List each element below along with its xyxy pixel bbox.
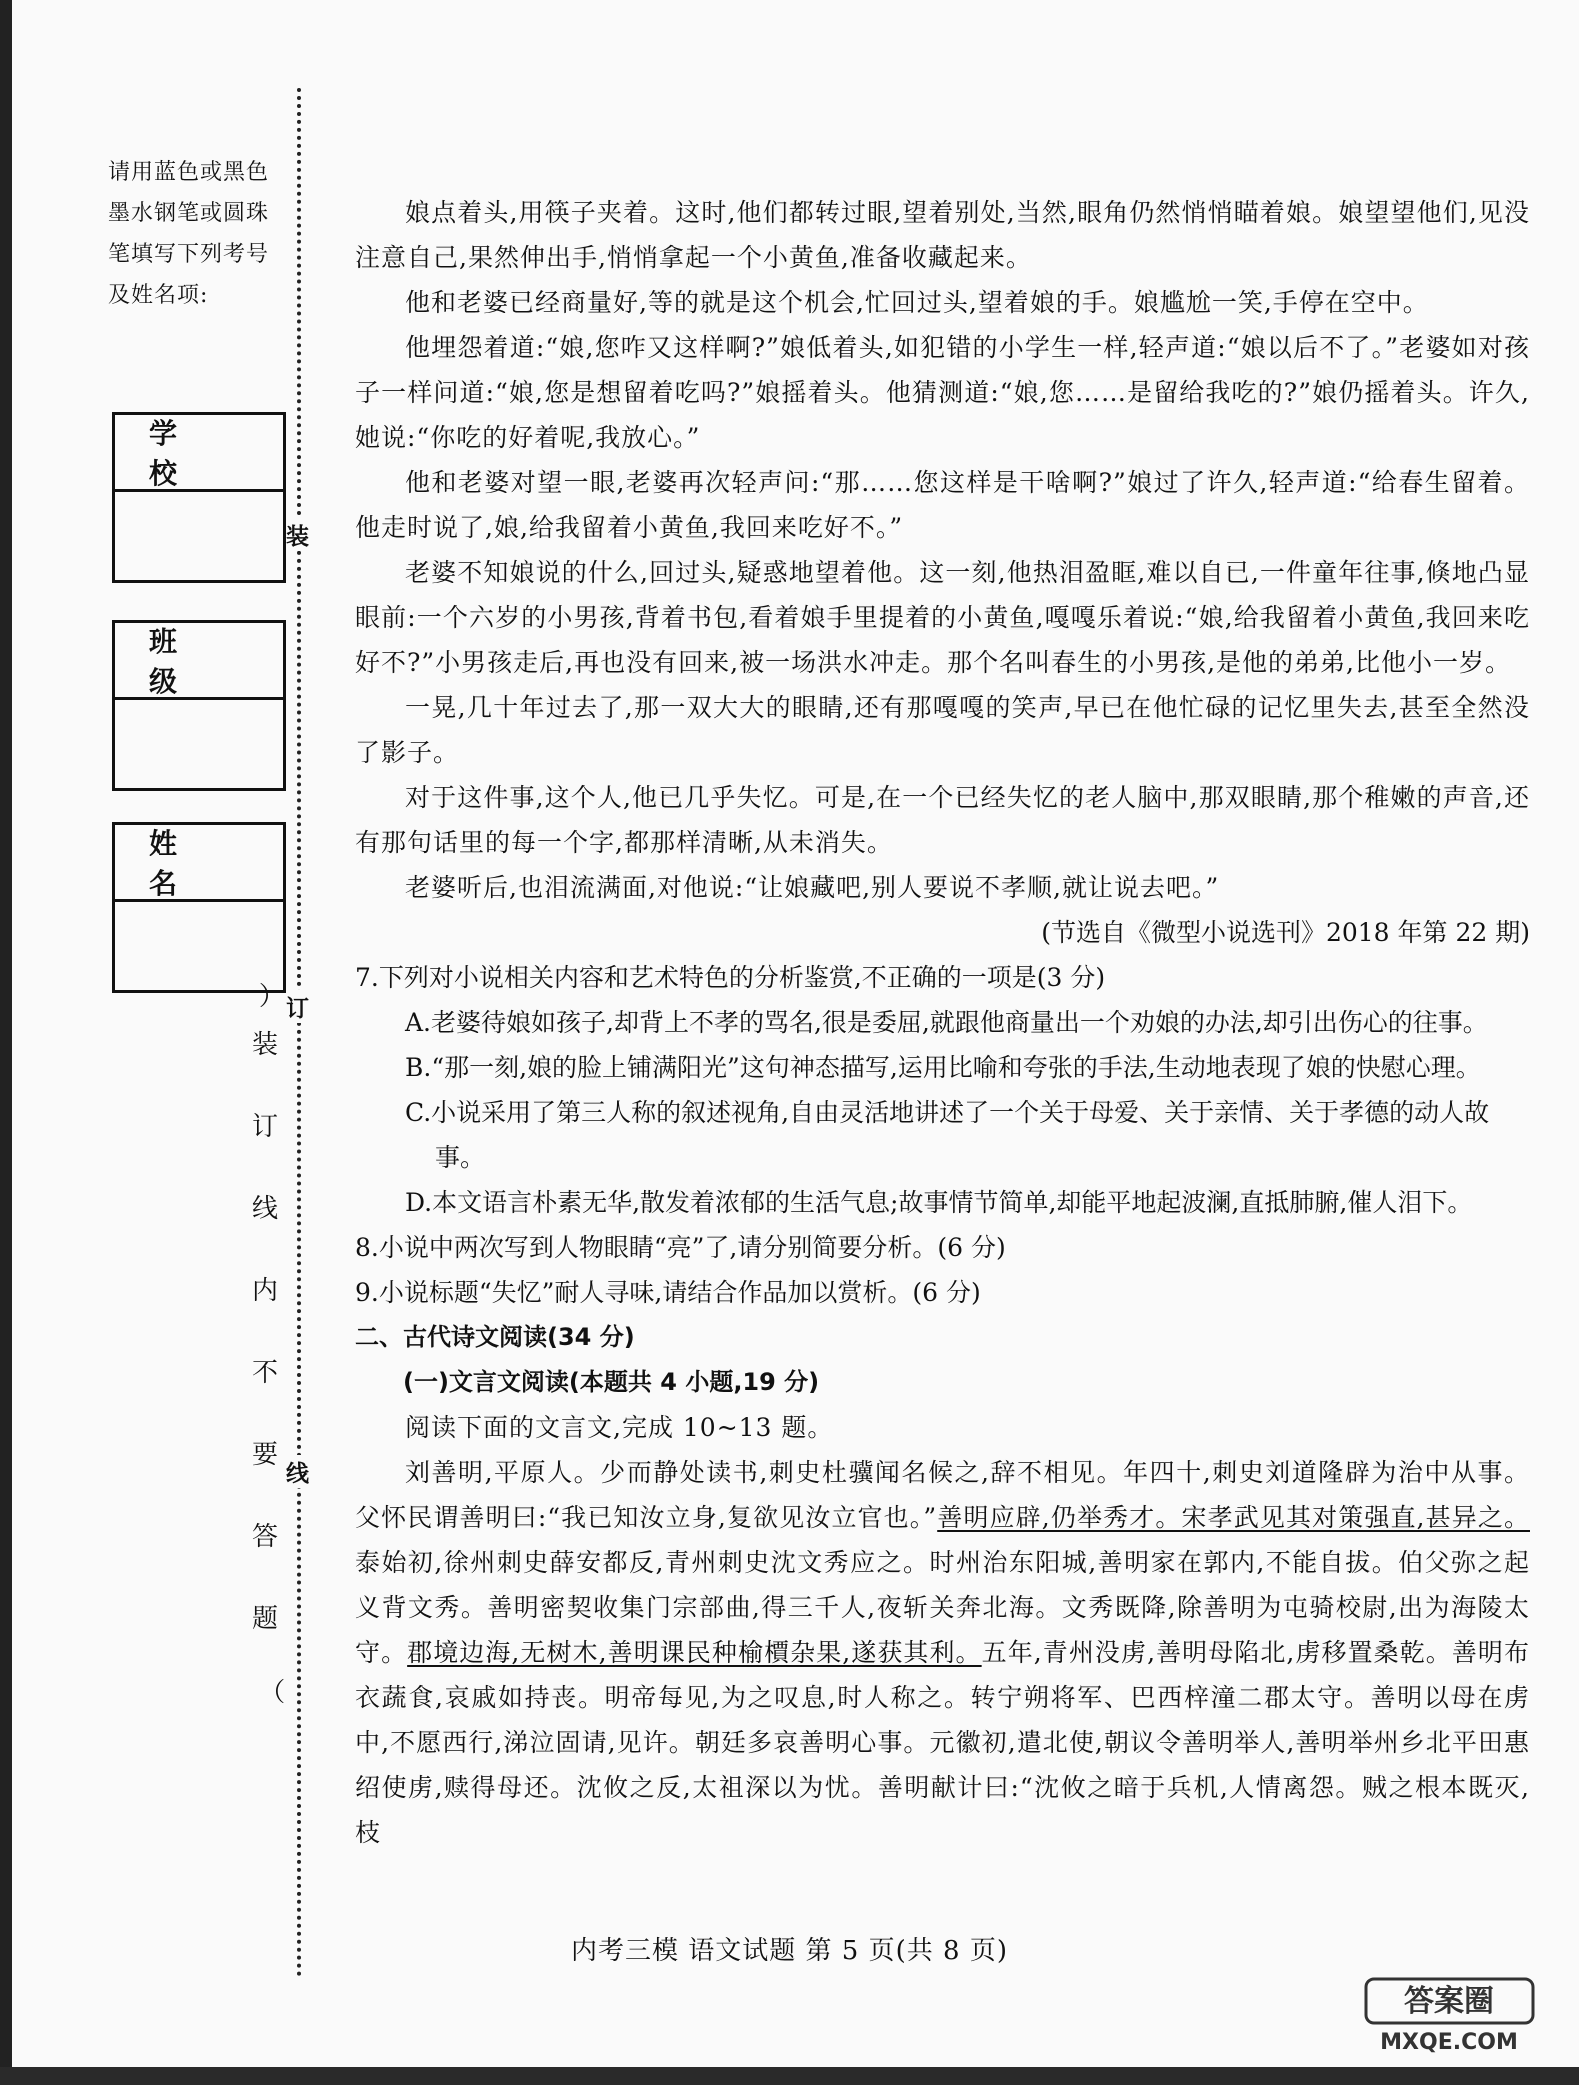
margin-ding: 订 (286, 990, 309, 1023)
warning-char: 内 (251, 1276, 278, 1306)
warning-char: 装 (251, 1030, 278, 1060)
school-box (112, 412, 286, 583)
passage-text: 五年,青州没虏,善明母陷北,虏移置桑乾。善明布衣蔬食,哀戚如持丧。明帝每见,为之叹息,时人称之。转宁朔将军、巴西梓潼二郡太守。善明以母在虏中,不愿西行,涕泣固请,见许。朝廷多哀善明心事。元徽初,遣北使,朝议令善明举人,善明举州乡北平田惠绍使虏,赎得母还。沈攸之反,太祖深以为忧。善明献计曰:“沈攸之暗于兵机,人情离怨。贼之根本既灭,枝 (355, 1638, 1530, 1847)
underlined-sentence: 善明应辟,仍举秀才。宋孝武见其对策强直,甚异之。 (937, 1503, 1530, 1532)
warning-char: 不 (251, 1358, 278, 1388)
warning-char: 题 (251, 1604, 278, 1634)
margin-zhuang: 装 (286, 518, 309, 551)
page-footer: 内考三模 语文试题 第 5 页(共 8 页) (571, 1936, 1008, 1966)
story-paragraph: 他和老婆对望一眼,老婆再次轻声问:“那……您这样是干啥啊?”娘过了许久,轻声道:“给春生留着。他走时说了,娘,给我留着小黄鱼,我回来吃好不。” (355, 468, 1530, 542)
classical-passage (355, 1450, 1530, 1855)
school-field[interactable] (115, 492, 283, 580)
reading-instruction: 阅读下面的文言文,完成 10~13 题。 (405, 1413, 834, 1442)
story-paragraph: 他和老婆已经商量好,等的就是这个机会,忙回过头,望着娘的手。娘尴尬一笑,手停在空中。 (405, 288, 1429, 317)
no-answer-warning (250, 975, 285, 1711)
warning-char: 答 (251, 1522, 278, 1552)
name-label: 姓 名 (115, 825, 283, 902)
story-paragraph: 老婆听后,也泪流满面,对他说:“让娘藏吧,别人要说不孝顺,就让说去吧。” (405, 873, 1220, 902)
watermark-logo (1362, 1975, 1537, 2055)
watermark-bottom: MXQE.COM (1380, 2030, 1518, 2055)
class-label: 班 级 (115, 623, 283, 700)
story-paragraph: 他埋怨着道:“娘,您咋又这样啊?”娘低着头,如犯错的小学生一样,轻声道:“娘以后不了。”老婆如对孩子一样问道:“娘,您是想留着吃吗?”娘摇着头。他猜测道:“娘,您……是留给我吃的?”娘仍摇着头。许久,她说:“你吃的好着呢,我放心。” (355, 333, 1530, 452)
question-7: 7.下列对小说相关内容和艺术特色的分析鉴赏,不正确的一项是(3 分) (355, 963, 1106, 992)
class-box (112, 620, 286, 791)
story-source: (节选自《微型小说选刊》2018 年第 22 期) (1041, 918, 1530, 947)
q7-option-b: B.“那一刻,娘的脸上铺满阳光”这句神态描写,运用比喻和夸张的手法,生动地表现了娘的快慰心理。 (405, 1053, 1481, 1082)
scan-edge-left (0, 0, 12, 2085)
margin-xian: 线 (286, 1455, 309, 1488)
section-heading: 二、古代诗文阅读(34 分) (355, 1323, 635, 1351)
story-paragraph: 娘点着头,用筷子夹着。这时,他们都转过眼,望着别处,当然,眼角仍然悄悄瞄着娘。娘望望他们,见没注意自己,果然伸出手,悄悄拿起一个小黄鱼,准备收藏起来。 (355, 198, 1530, 272)
subsection-heading: (一)文言文阅读(本题共 4 小题,19 分) (403, 1368, 820, 1396)
story-paragraph: 一晃,几十年过去了,那一双大大的眼睛,还有那嘎嘎的笑声,早已在他忙碌的记忆里失去,甚至全然没了影子。 (355, 693, 1530, 767)
q7-option-c: C.小说采用了第三人称的叙述视角,自由灵活地讲述了一个关于母爱、关于亲情、关于孝德的动人故事。 (405, 1098, 1490, 1172)
q7-option-d: D.本文语言朴素无华,散发着浓郁的生活气息;故事情节简单,却能平地起波澜,直抵肺腑,催人泪下。 (405, 1188, 1473, 1217)
question-8: 8.小说中两次写到人物眼睛“亮”了,请分别简要分析。(6 分) (355, 1233, 1006, 1262)
story-paragraph: 老婆不知娘说的什么,回过头,疑惑地望着他。这一刻,他热泪盈眶,难以自已,一件童年往事,倏地凸显眼前:一个六岁的小男孩,背着书包,看着娘手里提着的小黄鱼,嘎嘎乐着说:“娘,给我留着小黄鱼,我回来吃好不?”小男孩走后,再也没有回来,被一场洪水冲走。那个名叫春生的小男孩,是他的弟弟,比他小一岁。 (355, 558, 1530, 677)
warning-char: 要 (251, 1440, 278, 1470)
paren-open: ︵ (255, 981, 285, 1008)
scan-edge-bottom (0, 2067, 1579, 2085)
exam-content (355, 190, 1530, 1855)
watermark-top: 答案圈 (1404, 1984, 1494, 2019)
fill-instruction: 请用蓝色或黑色墨水钢笔或圆珠笔填写下列考号及姓名项: (108, 160, 270, 308)
warning-char: 线 (251, 1194, 278, 1224)
question-9: 9.小说标题“失忆”耐人寻味,请结合作品加以赏析。(6 分) (355, 1278, 981, 1307)
story-paragraph: 对于这件事,这个人,他已几乎失忆。可是,在一个已经失忆的老人脑中,那双眼睛,那个稚嫩的声音,还有那句话里的每一个字,都那样清晰,从未消失。 (355, 783, 1530, 857)
class-field[interactable] (115, 700, 283, 788)
school-label: 学 校 (115, 415, 283, 492)
warning-char: 订 (251, 1112, 278, 1142)
underlined-sentence: 郡境边海,无树木,善明课民种榆檟杂果,遂获其利。 (407, 1638, 982, 1667)
passage-text: 刘善明,平原人。少而静处读书,刺史杜骥闻名候之,辞不相见。年四十,刺史刘道隆辟为治中从事。父怀民谓善明曰:“我已知汝立身,复欲见汝立官也。” (355, 1458, 1530, 1532)
name-box (112, 822, 286, 993)
passage-text: 泰始初,徐州刺史薛安都反,青州刺史沈文秀应之。时州治东阳城,善明家在郭内,不能自拔。伯父弥之起义背文秀。善明密契收集门宗部曲,得三千人,夜斩关奔北海。文秀既降,除善明为屯骑校尉,出为海陵太守。 (355, 1548, 1530, 1667)
paren-close: ︶ (255, 1677, 285, 1704)
q7-option-a: A.老婆待娘如孩子,却背上不孝的骂名,很是委屈,就跟他商量出一个劝娘的办法,却引出伤心的往事。 (405, 1008, 1488, 1037)
binding-line (297, 88, 301, 1978)
